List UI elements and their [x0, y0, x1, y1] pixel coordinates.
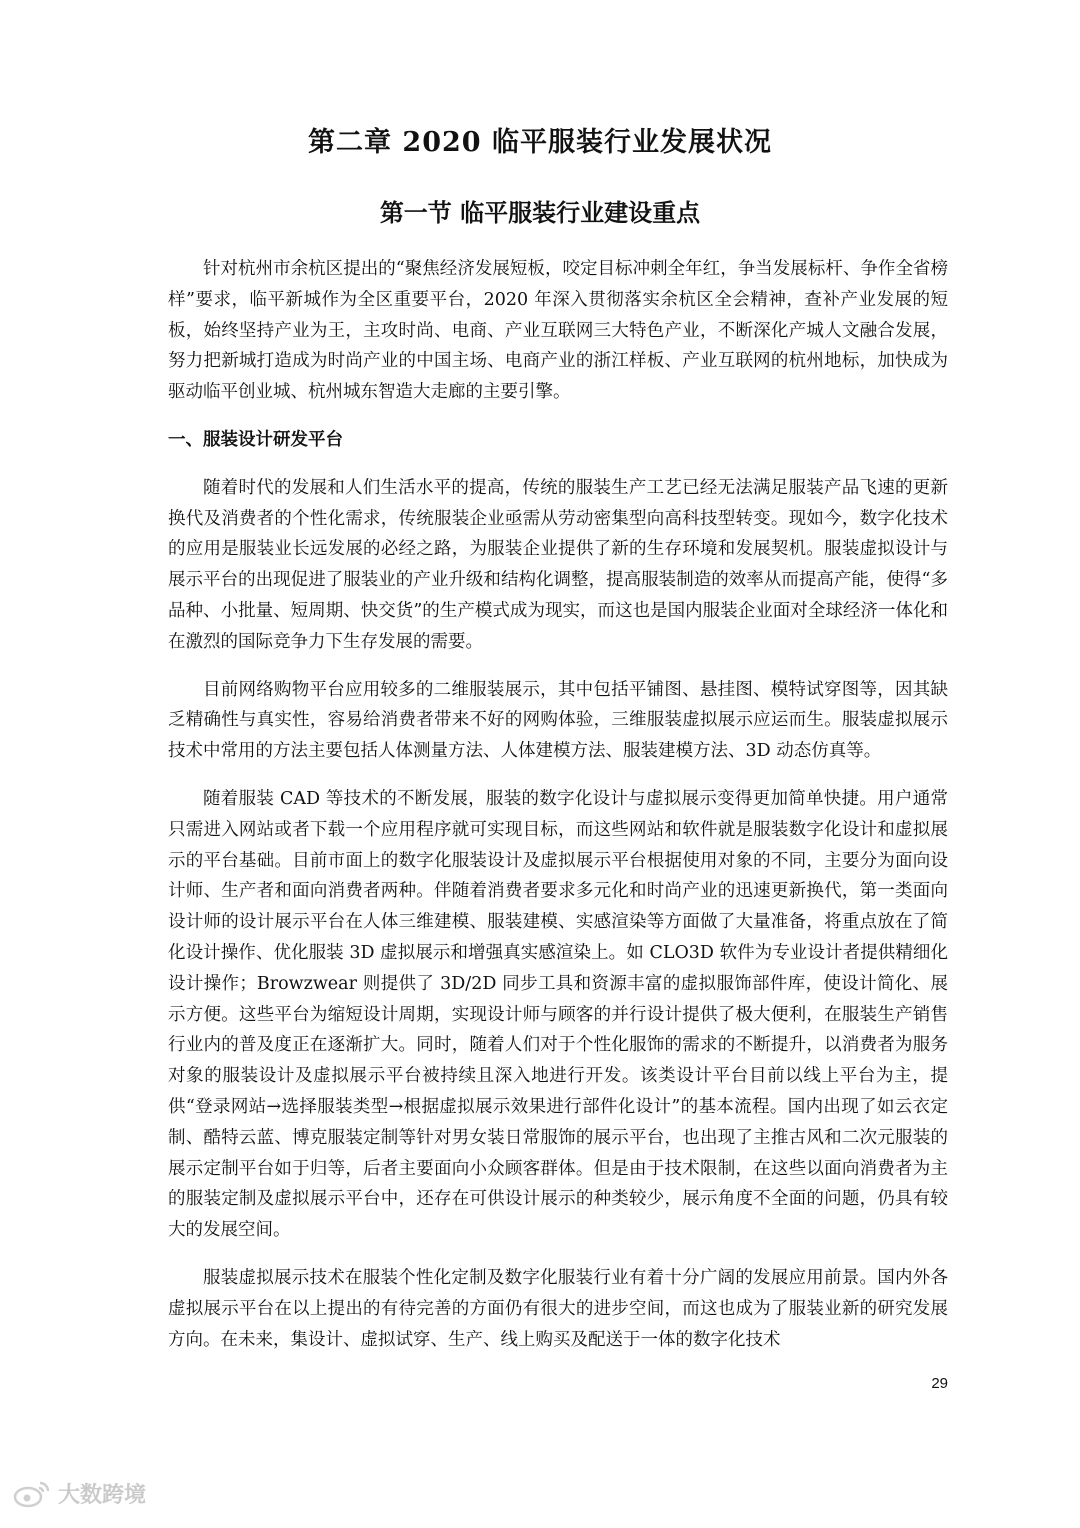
- paragraph: 目前网络购物平台应用较多的二维服装展示，其中包括平铺图、悬挂图、模特试穿图等，因其缺乏精确性与真实性，容易给消费者带来不好的网购体验，三维服装虚拟展示应运而生。服装虚拟展示技术中常用的方法主要包括人体测量方法、人体建模方法、服装建模方法、3D 动态仿真等。: [168, 679, 948, 762]
- watermark: [12, 1478, 146, 1509]
- subheading: 一、服装设计研发平台: [168, 429, 343, 450]
- body-text: [168, 254, 948, 1372]
- watermark-text: 大数跨境: [58, 1483, 147, 1508]
- paragraph: 随着服装 CAD 等技术的不断发展，服装的数字化设计与虚拟展示变得更加简单快捷。用户通常只需进入网站或者下载一个应用程序就可实现目标，而这些网站和软件就是服装数字化设计和虚拟展示的平台基础。目前市面上的数字化服装设计及虚拟展示平台根据使用对象的不同，主要分为面向设计师、生产者和面向消费者两种。伴随着消费者要求多元化和时尚产业的迅速更新换代，第一类面向设计师的设计展示平台在人体三维建模、服装建模、实感渲染等方面做了大量准备，将重点放在了简化设计操作、优化服装 3D 虚拟展示和增强真实感渲染上。如 CLO3D 软件为专业设计者提供精细化设计操作；Browzwear 则提供了 3D/2D 同步工具和资源丰富的虚拟服饰部件库，使设计简化、展示方便。这些平台为缩短设计周期，实现设计师与顾客的并行设计提供了极大便利，在服装生产销售行业内的普及度正在逐渐扩大。同时，随着人们对于个性化服饰的需求的不断提升，以消费者为服务对象的服装设计及虚拟展示平台被持续且深入地进行开发。该类设计平台目前以线上平台为主，提供“登录网站→选择服装类型→根据虚拟展示效果进行部件化设计”的基本流程。国内出现了如云衣定制、酷特云蓝、博克服装定制等针对男女装日常服饰的展示平台，也出现了主推古风和二次元服装的展示定制平台如于归等，后者主要面向小众顾客群体。但是由于技术限制，在这些以面向消费者为主的服装定制及虚拟展示平台中，还存在可供设计展示的种类较少，展示角度不全面的问题，仍具有较大的发展空间。: [168, 788, 948, 1241]
- paragraph: 随着时代的发展和人们生活水平的提高，传统的服装生产工艺已经无法满足服装产品飞速的更新换代及消费者的个性化需求，传统服装企业亟需从劳动密集型向高科技型转变。现如今，数字化技术的应用是服装业长远发展的必经之路，为服装企业提供了新的生存环境和发展契机。服装虚拟设计与展示平台的出现促进了服装业的产业升级和结构化调整，提高服装制造的效率从而提高产能，使得“多品种、小批量、短周期、快交货”的生产模式成为现实，而这也是国内服装企业面对全球经济一体化和在激烈的国际竞争力下生存发展的需要。: [168, 477, 948, 652]
- chapter-title: 第二章 2020 临平服装行业发展状况: [308, 127, 772, 158]
- paragraph: 服装虚拟展示技术在服装个性化定制及数字化服装行业有着十分广阔的发展应用前景。国内外各虚拟展示平台在以上提出的有待完善的方面仍有很大的进步空间，而这也成为了服装业新的研究发展方向。在未来，集设计、虚拟试穿、生产、线上购买及配送于一体的数字化技术: [168, 1267, 948, 1350]
- weibo-logo-icon: [12, 1479, 52, 1509]
- paragraph: 针对杭州市余杭区提出的“聚焦经济发展短板，咬定目标冲刺全年红，争当发展标杆、争作全省榜样”要求，临平新城作为全区重要平台，2020 年深入贯彻落实余杭区全会精神，查补产业发展的短板，始终坚持产业为王，主攻时尚、电商、产业互联网三大特色产业，不断深化产城人文融合发展，努力把新城打造成为时尚产业的中国主场、电商产业的浙江样板、产业互联网的杭州地标，加快成为驱动临平创业城、杭州城东智造大走廊的主要引擎。: [168, 259, 948, 403]
- section-title: 第一节 临平服装行业建设重点: [379, 198, 701, 227]
- page-number: 29: [931, 1375, 948, 1392]
